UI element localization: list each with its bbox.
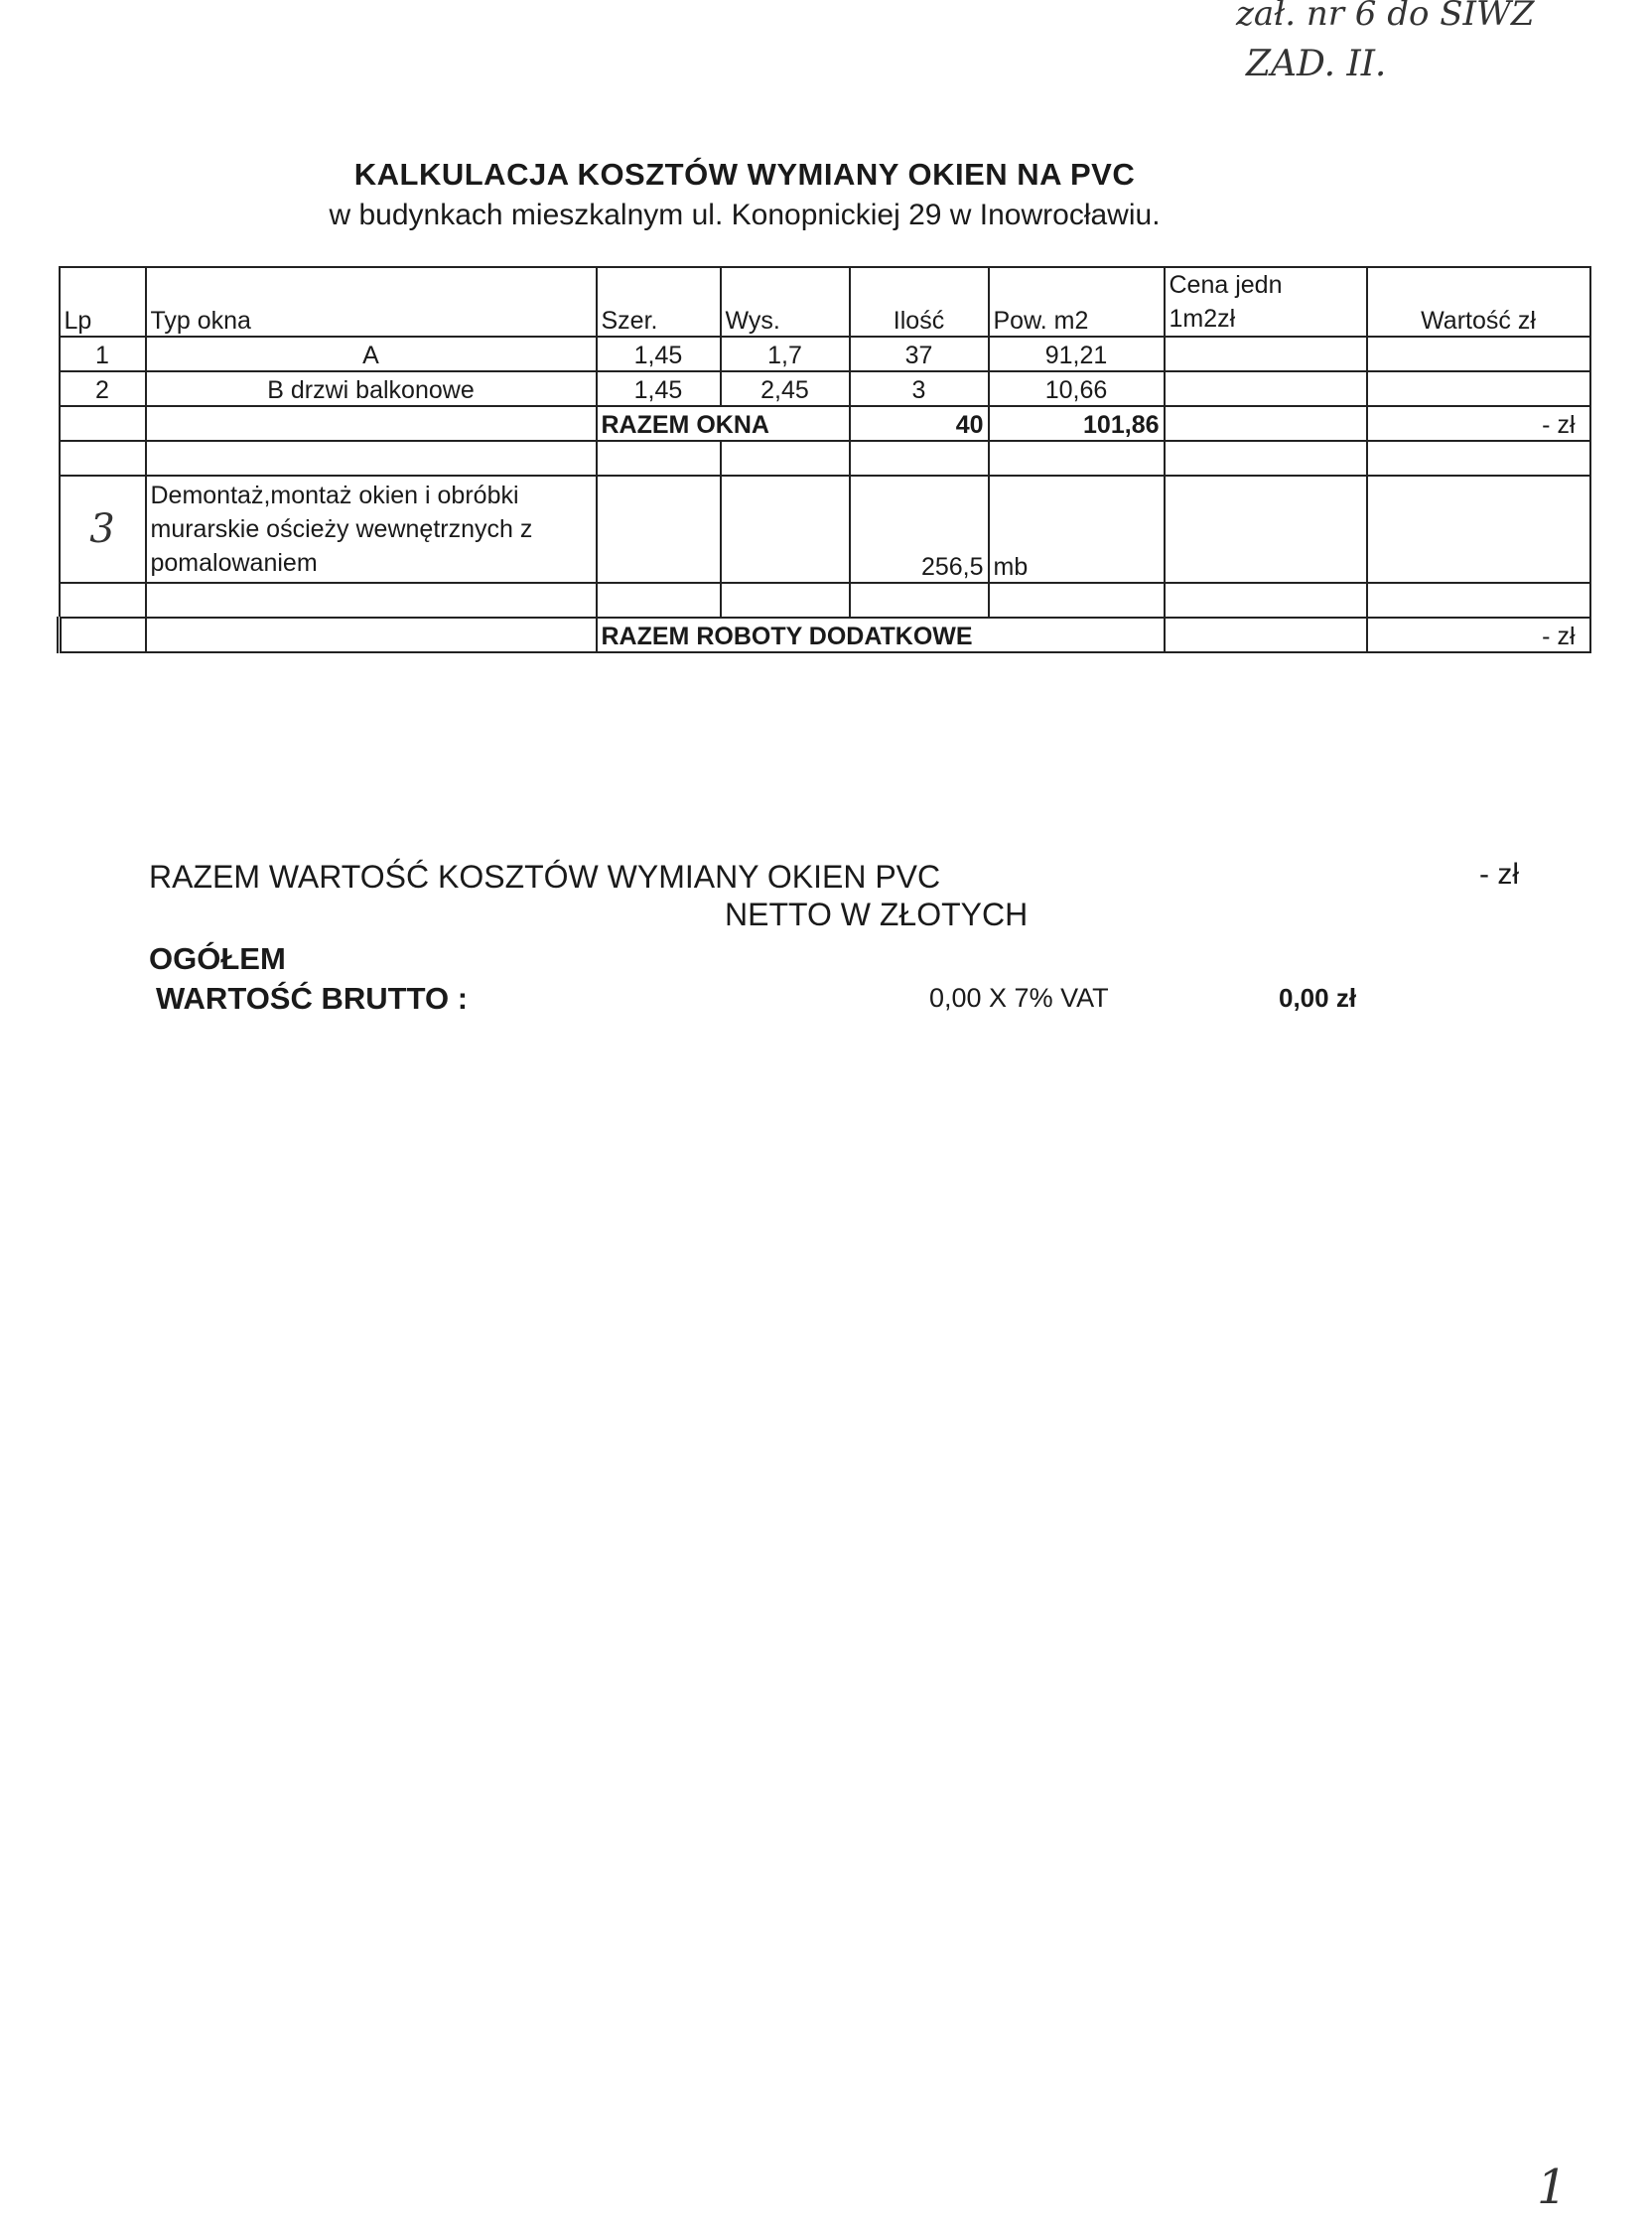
vat-formula: 0,00 X 7% VAT [929,983,1109,1013]
header-unit-price-line2: 1m2zł [1169,305,1236,333]
extra-works-row [60,476,1590,583]
header-window-type: Typ okna [146,267,597,337]
row2-quantity: 3 [850,371,989,406]
gross-value-label: WARTOŚĆ BRUTTO : [156,981,469,1016]
header-value: Wartość zł [1367,267,1590,337]
net-total-label-line2: NETTO W ZŁOTYCH [725,897,1029,932]
table-row [60,371,1590,406]
extra-works-lp: 3 [60,476,146,583]
row1-quantity: 37 [850,337,989,371]
extra-works-quantity: 256,5 [850,476,989,583]
extra-works-unit: mb [989,476,1165,583]
row1-height: 1,7 [721,337,850,371]
table-row [60,583,1590,618]
extra-works-total-row [60,618,1590,652]
row1-width: 1,45 [597,337,721,371]
extra-works-description-line3: pomalowaniem [150,549,318,577]
windows-total-value: - zł [1367,406,1590,441]
row2-width: 1,45 [597,371,721,406]
extra-works-description-line1: Demontaż,montaż okien i obróbki [150,482,519,509]
overall-label: OGÓŁEM [149,941,286,976]
extra-works-description [146,476,597,583]
document-subtitle: w budynkach mieszkalnym ul. Konopnickiej 29 w Inowrocławiu. [329,199,1161,231]
header-width: Szer. [597,267,721,337]
row2-lp: 2 [60,371,146,406]
table-row [60,441,1590,476]
cost-calculation-table [57,266,1591,653]
row1-type: A [146,337,597,371]
handwritten-page-number: 1 [1537,2160,1568,2215]
windows-total-area: 101,86 [989,406,1165,441]
header-quantity: Ilość [850,267,989,337]
document-title: KALKULACJA KOSZTÓW WYMIANY OKIEN NA PVC [353,157,1136,192]
table-header-row [60,267,1590,337]
header-unit-price [1165,267,1367,337]
windows-total-quantity: 40 [850,406,989,441]
net-total-label: RAZEM WARTOŚĆ KOSZTÓW WYMIANY OKIEN PVC [149,859,941,895]
handwritten-attachment-note: zał. nr 6 do SIWZ [1236,0,1535,34]
header-area: Pow. m2 [989,267,1165,337]
row1-value [1367,337,1590,371]
row1-area: 91,21 [989,337,1165,371]
header-unit-price-line1: Cena jedn [1169,271,1283,299]
handwritten-task-note: ZAD. II. [1246,44,1387,84]
row2-unit-price [1165,371,1367,406]
row1-lp: 1 [60,337,146,371]
row2-value [1367,371,1590,406]
net-total-value: - zł [1479,858,1519,891]
row2-area: 10,66 [989,371,1165,406]
gross-value: 0,00 zł [1279,983,1357,1013]
extra-works-total-label: RAZEM ROBOTY DODATKOWE [597,618,1165,652]
header-height: Wys. [721,267,850,337]
extra-works-total-value: - zł [1367,618,1590,652]
header-lp: Lp [60,267,146,337]
windows-total-row [60,406,1590,441]
row1-unit-price [1165,337,1367,371]
windows-total-label: RAZEM OKNA [597,406,850,441]
extra-works-description-line2: murarskie ościeży wewnętrznych z [150,515,533,543]
row2-height: 2,45 [721,371,850,406]
table-row [60,337,1590,371]
row2-type: B drzwi balkonowe [146,371,597,406]
